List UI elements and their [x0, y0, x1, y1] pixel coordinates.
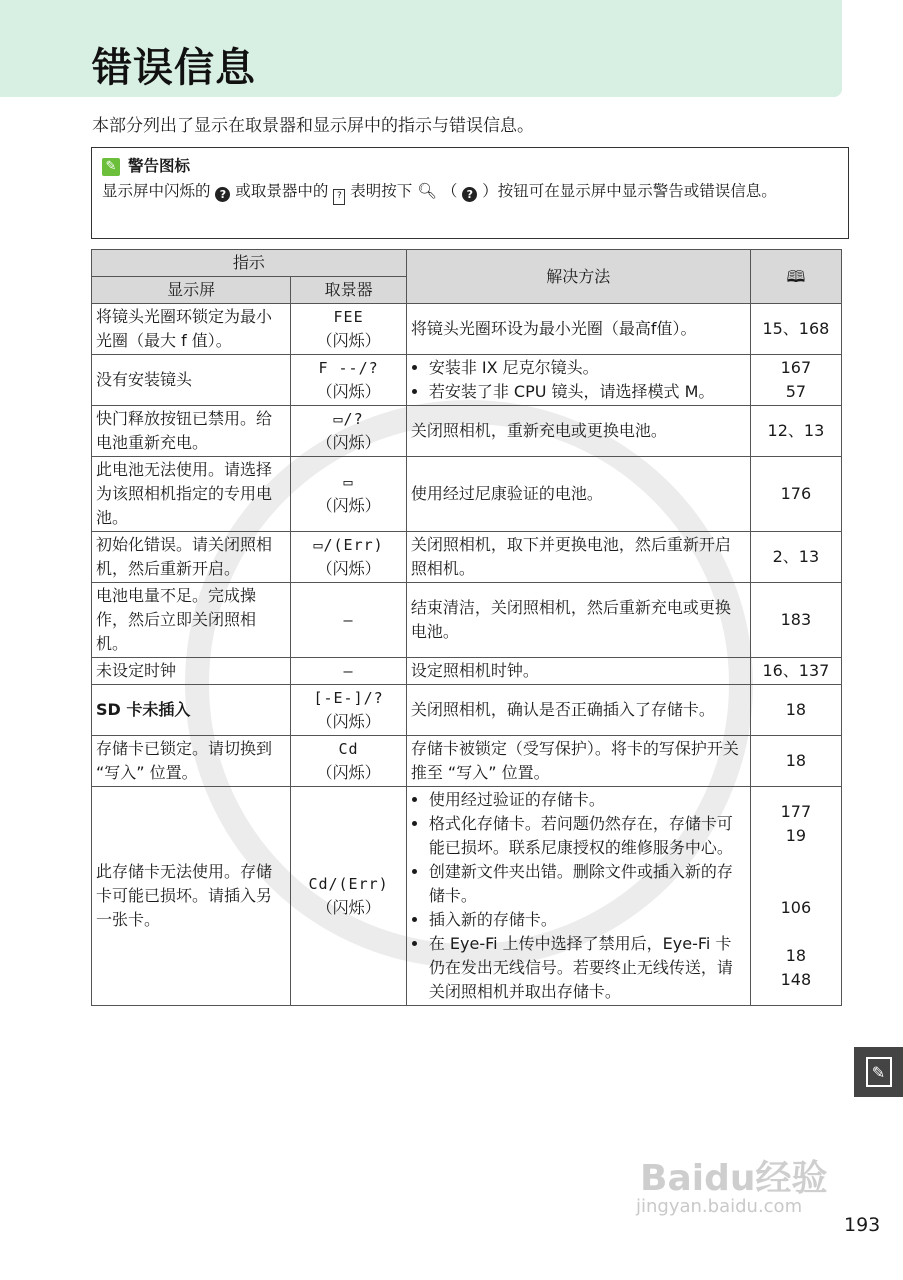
solution-cell: 结束清洁，关闭照相机，然后重新充电或更换电池。: [406, 583, 750, 658]
vf-blink: （闪烁）: [316, 559, 381, 578]
solution-cell: 存储卡被锁定（受写保护）。将卡的写保护开关推至 “写入” 位置。: [406, 736, 750, 787]
vf-blink: （闪烁）: [316, 712, 381, 731]
table-row: [92, 406, 842, 457]
page-ref: 16、137: [750, 658, 841, 685]
viewfinder-cell: [291, 457, 407, 532]
page-title: 错误信息: [92, 45, 256, 91]
vf-code: Cd: [338, 740, 359, 758]
page-ref-item: 18: [785, 946, 807, 965]
vf-code: —: [343, 662, 354, 680]
monitor-cell: 将镜头光圈环锁定为最小光圈（最大 f 值）。: [92, 304, 291, 355]
vf-code: ▭/(Err): [313, 536, 384, 554]
page-ref: 176: [750, 457, 841, 532]
solution-item: • 若安装了非 CPU 镜头，请选择模式 M。: [429, 380, 746, 404]
solution-cell: 将镜头光圈环设为最小光圈（最高f值）。: [406, 304, 750, 355]
table-row: [92, 532, 842, 583]
page-ref-item: 19: [785, 826, 807, 845]
vf-code: ▭: [343, 473, 354, 491]
table-row: [92, 457, 842, 532]
page-ref-item: 148: [780, 970, 812, 989]
section-tab[interactable]: [854, 1047, 903, 1097]
warning-body-5: ）按钮可在显示屏中显示警告或错误信息。: [482, 182, 777, 200]
vf-blink: （闪烁）: [316, 898, 381, 917]
notes-icon: ✎: [866, 1057, 892, 1087]
vf-code: F --/?: [318, 359, 379, 377]
table-row: [92, 583, 842, 658]
head-solution: 解决方法: [406, 250, 750, 304]
solution-item: • 使用经过验证的存储卡。: [429, 788, 746, 812]
warning-body-4: （: [441, 182, 458, 200]
page-ref: [750, 787, 841, 1006]
viewfinder-cell: [291, 406, 407, 457]
vf-code: —: [343, 611, 354, 629]
vf-blink: （闪烁）: [316, 763, 381, 782]
viewfinder-cell: [291, 787, 407, 1006]
solution-item: • 在 Eye-Fi 上传中选择了禁用后，Eye-Fi 卡仍在发出无线信号。若要终止无线传送，请关闭照相机并取出存储卡。: [429, 932, 746, 1004]
monitor-cell: 初始化错误。请关闭照相机，然后重新开启。: [92, 532, 291, 583]
page-ref-item: 106: [780, 898, 812, 917]
viewfinder-cell: [291, 355, 407, 406]
page-ref: 18: [750, 685, 841, 736]
head-monitor: 显示屏: [92, 277, 291, 304]
solution-cell: 设定照相机时钟。: [406, 658, 750, 685]
monitor-cell: 此电池无法使用。请选择为该照相机指定的专用电池。: [92, 457, 291, 532]
head-page: 🕮: [750, 250, 841, 304]
monitor-cell: 快门释放按钮已禁用。给电池重新充电。: [92, 406, 291, 457]
viewfinder-cell: [291, 304, 407, 355]
page-ref-item: 167: [780, 358, 812, 377]
help-icon: ?: [215, 187, 230, 202]
solution-cell: 使用经过尼康验证的电池。: [406, 457, 750, 532]
vf-blink: （闪烁）: [316, 433, 381, 452]
page-number: 193: [844, 1214, 881, 1236]
solution-item: • 创建新文件夹出错。删除文件或插入新的存储卡。: [429, 860, 746, 908]
solution-item: • 格式化存储卡。若问题仍然存在，存储卡可能已损坏。联系尼康授权的维修服务中心。: [429, 812, 746, 860]
table-row: [92, 787, 842, 1006]
table-row: [92, 658, 842, 685]
warning-heading: [102, 154, 840, 179]
page-ref-spacer: [755, 848, 837, 896]
viewfinder-cell: [291, 532, 407, 583]
monitor-cell: 此存储卡无法使用。存储卡可能已损坏。请插入另一张卡。: [92, 787, 291, 1006]
viewfinder-cell: [291, 736, 407, 787]
warning-body: [102, 179, 840, 205]
vf-blink: （闪烁）: [316, 382, 381, 401]
vf-blink: （闪烁）: [316, 496, 381, 515]
warning-box: [91, 147, 849, 239]
vf-code: FEE: [333, 308, 364, 326]
pencil-icon: ✎: [102, 158, 120, 176]
warning-body-2: 或取景器中的: [235, 182, 329, 200]
warning-heading-text: 警告图标: [128, 157, 191, 175]
watermark-url: jingyan.baidu.com: [636, 1196, 803, 1217]
watermark-baidu: Baidu经验: [640, 1158, 828, 1199]
page-ref-item: 57: [785, 382, 807, 401]
page-ref-item: 177: [780, 802, 812, 821]
error-table: [91, 249, 842, 1006]
help-button-icon: ?: [462, 187, 477, 202]
page-ref-spacer: [755, 920, 837, 944]
monitor-cell: SD 卡未插入: [92, 685, 291, 736]
page-ref: 12、13: [750, 406, 841, 457]
page-ref: 2、13: [750, 532, 841, 583]
solution-cell: 关闭照相机，确认是否正确插入了存储卡。: [406, 685, 750, 736]
warning-body-1: 显示屏中闪烁的: [102, 182, 211, 200]
page-ref: 15、168: [750, 304, 841, 355]
head-viewfinder: 取景器: [291, 277, 407, 304]
vf-code: Cd/(Err): [308, 875, 389, 893]
table-row: [92, 355, 842, 406]
solution-cell: 关闭照相机，重新充电或更换电池。: [406, 406, 750, 457]
table-row: [92, 685, 842, 736]
vf-code: [-E-]/?: [313, 689, 384, 707]
monitor-cell: 电池电量不足。完成操作，然后立即关闭照相机。: [92, 583, 291, 658]
viewfinder-cell: [291, 658, 407, 685]
page-ref: 183: [750, 583, 841, 658]
page-ref: [750, 355, 841, 406]
monitor-cell: 没有安装镜头: [92, 355, 291, 406]
head-indication: 指示: [92, 250, 407, 277]
monitor-cell: 未设定时钟: [92, 658, 291, 685]
table-row: [92, 304, 842, 355]
solution-cell: 关闭照相机，取下并更换电池，然后重新开启照相机。: [406, 532, 750, 583]
zoom-out-icon: 🔍︎: [417, 182, 437, 200]
solution-item: • 安装非 IX 尼克尔镜头。: [429, 356, 746, 380]
vf-code: ▭/?: [333, 410, 364, 428]
solution-item: • 插入新的存储卡。: [429, 908, 746, 932]
vf-blink: （闪烁）: [316, 331, 381, 350]
table-row: [92, 736, 842, 787]
monitor-cell: 存储卡已锁定。请切换到 “写入” 位置。: [92, 736, 291, 787]
viewfinder-warning-icon: ?: [333, 189, 345, 205]
warning-body-3: 表明按下: [350, 182, 413, 200]
solution-cell: [406, 787, 750, 1006]
page-ref: 18: [750, 736, 841, 787]
viewfinder-cell: [291, 583, 407, 658]
solution-cell: [406, 355, 750, 406]
intro-text: 本部分列出了显示在取景器和显示屏中的指示与错误信息。: [92, 116, 534, 136]
viewfinder-cell: [291, 685, 407, 736]
